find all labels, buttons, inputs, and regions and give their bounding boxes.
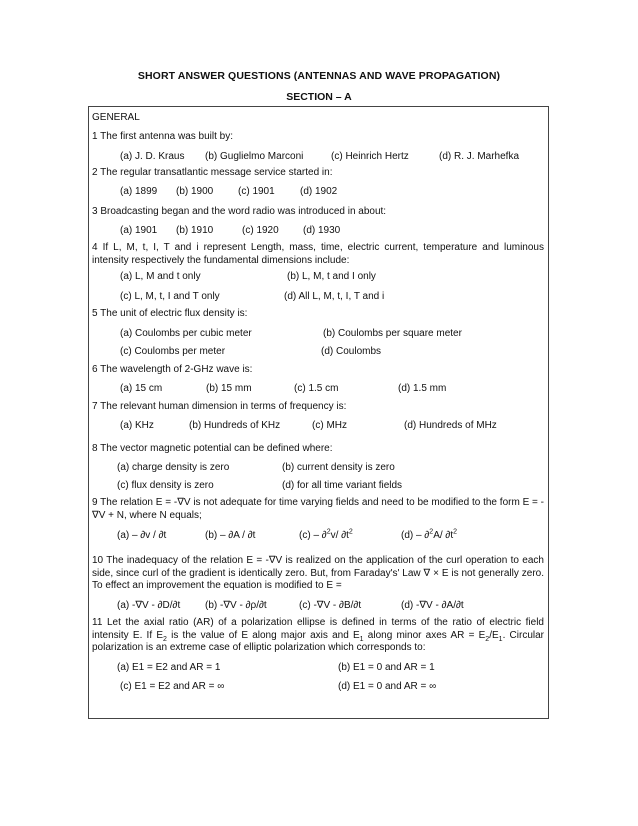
question-1: 1 The first antenna was built by:	[92, 131, 234, 142]
q7-option-b: (b) Hundreds of KHz	[189, 420, 281, 431]
q11-text-4: /E	[489, 629, 499, 641]
q8-option-d: (d) for all time variant fields	[282, 480, 403, 491]
q3-option-c: (c) 1920	[242, 225, 279, 236]
q5-option-c: (c) Coulombs per meter	[120, 346, 226, 357]
question-4: 4 If L, M, t, I, T and i represent Length, mass, time, electric current, temperature and luminous intensity respectively the fundamental dimensions include:	[92, 242, 544, 266]
q11-sub-4: 1	[498, 635, 503, 643]
q11-sub-3: 2	[485, 635, 490, 643]
q9-d-mid: A/ ∂t	[433, 530, 454, 541]
q9-d-prefix: (d) – ∂	[401, 530, 430, 541]
q9-option-c	[299, 530, 353, 542]
q10-option-b: (b) -∇V - ∂ρ/∂t	[205, 600, 267, 611]
q9-c-mid: v/ ∂t	[330, 530, 349, 541]
q4-option-c: (c) L, M, t, I and T only	[120, 291, 220, 302]
q6-option-c: (c) 1.5 cm	[294, 383, 339, 394]
question-6: 6 The wavelength of 2-GHz wave is:	[92, 364, 253, 375]
q5-option-d: (d) Coulombs	[321, 346, 382, 357]
q1-option-a: (a) J. D. Kraus	[120, 151, 185, 162]
question-2: 2 The regular transatlantic message service started in:	[92, 167, 333, 178]
q9-option-a: (a) – ∂v / ∂t	[117, 530, 167, 541]
q4-option-d: (d) All L, M, t, I, T and i	[284, 291, 385, 302]
q6-option-d: (d) 1.5 mm	[398, 383, 447, 394]
q5-option-a: (a) Coulombs per cubic meter	[120, 328, 252, 339]
question-3: 3 Broadcasting began and the word radio was introduced in about:	[92, 206, 387, 217]
q11-sub-1: 2	[163, 635, 167, 643]
q8-option-a: (a) charge density is zero	[117, 462, 230, 473]
q3-option-b: (b) 1910	[176, 225, 214, 236]
q2-option-c: (c) 1901	[238, 186, 275, 197]
q9-option-b: (b) – ∂A / ∂t	[205, 530, 256, 541]
question-10: 10 The inadequacy of the relation E = -∇V is realized on the application of the curl operation to each side, since curl of the gradient is identically zero. But, from Faraday's' Law ∇ × E is not generally zero. To effect an improvement the equation is modified to E =	[92, 555, 544, 591]
q9-d-exp-1: 2	[429, 528, 434, 536]
q11-text-1: 11 Let the axial ratio (AR) of a polarization ellipse is defined in terms of the ratio of electric field intensity E. If E	[92, 617, 544, 641]
q11-text-3: along minor axes AR = E	[363, 629, 486, 641]
question-8: 8 The vector magnetic potential can be defined where:	[92, 443, 333, 454]
q9-c-exp-1: 2	[326, 528, 331, 536]
q10-option-a: (a) -∇V - ∂D/∂t	[117, 600, 181, 611]
q11-option-c: (c) E1 = E2 and AR = ∞	[120, 681, 225, 692]
q10-option-d: (d) -∇V - ∂A/∂t	[401, 600, 464, 611]
page-title: SHORT ANSWER QUESTIONS (ANTENNAS AND WAVE PROPAGATION)	[137, 70, 501, 82]
q3-option-a: (a) 1901	[120, 225, 158, 236]
q9-d-exp-2: 2	[453, 528, 458, 536]
q11-option-a: (a) E1 = E2 and AR = 1	[117, 662, 221, 673]
q8-option-b: (b) current density is zero	[282, 462, 395, 473]
q1-option-c: (c) Heinrich Hertz	[331, 151, 409, 162]
q2-option-a: (a) 1899	[120, 186, 158, 197]
general-label: GENERAL	[92, 112, 140, 123]
q11-sub-2: 1	[359, 635, 364, 643]
q11-text-5: . Circular polarization is an extreme case of elliptic polarization which corresponds to:	[92, 629, 544, 653]
question-5: 5 The unit of electric flux density is:	[92, 308, 248, 319]
q10-option-c: (c) -∇V - ∂B/∂t	[299, 600, 362, 611]
q9-c-prefix: (c) – ∂	[299, 530, 327, 541]
question-7: 7 The relevant human dimension in terms of frequency is:	[92, 401, 347, 412]
q6-option-a: (a) 15 cm	[120, 383, 163, 394]
q7-option-d: (d) Hundreds of MHz	[404, 420, 497, 431]
q11-option-d: (d) E1 = 0 and AR = ∞	[338, 681, 437, 692]
q11-option-b: (b) E1 = 0 and AR = 1	[338, 662, 435, 673]
q1-option-d: (d) R. J. Marhefka	[439, 151, 520, 162]
q7-option-a: (a) KHz	[120, 420, 154, 431]
q4-option-b: (b) L, M, t and I only	[287, 271, 376, 282]
section-title: SECTION – A	[286, 91, 352, 103]
q2-option-b: (b) 1900	[176, 186, 214, 197]
q3-option-d: (d) 1930	[303, 225, 341, 236]
q2-option-d: (d) 1902	[300, 186, 338, 197]
q4-option-a: (a) L, M and t only	[120, 271, 201, 282]
question-9: 9 The relation E = -∇V is not adequate for time varying fields and need to be modified to the form E = - ∇V + N, where N equals;	[92, 497, 544, 521]
q1-option-b: (b) Guglielmo Marconi	[205, 151, 304, 162]
q8-option-c: (c) flux density is zero	[117, 480, 214, 491]
q7-option-c: (c) MHz	[312, 420, 347, 431]
q5-option-b: (b) Coulombs per square meter	[323, 328, 462, 339]
question-11	[92, 617, 544, 655]
q9-option-d	[401, 530, 457, 542]
q6-option-b: (b) 15 mm	[206, 383, 252, 394]
q9-c-exp-2: 2	[348, 528, 353, 536]
q11-text-2: is the value of E along major axis and E	[166, 629, 360, 641]
